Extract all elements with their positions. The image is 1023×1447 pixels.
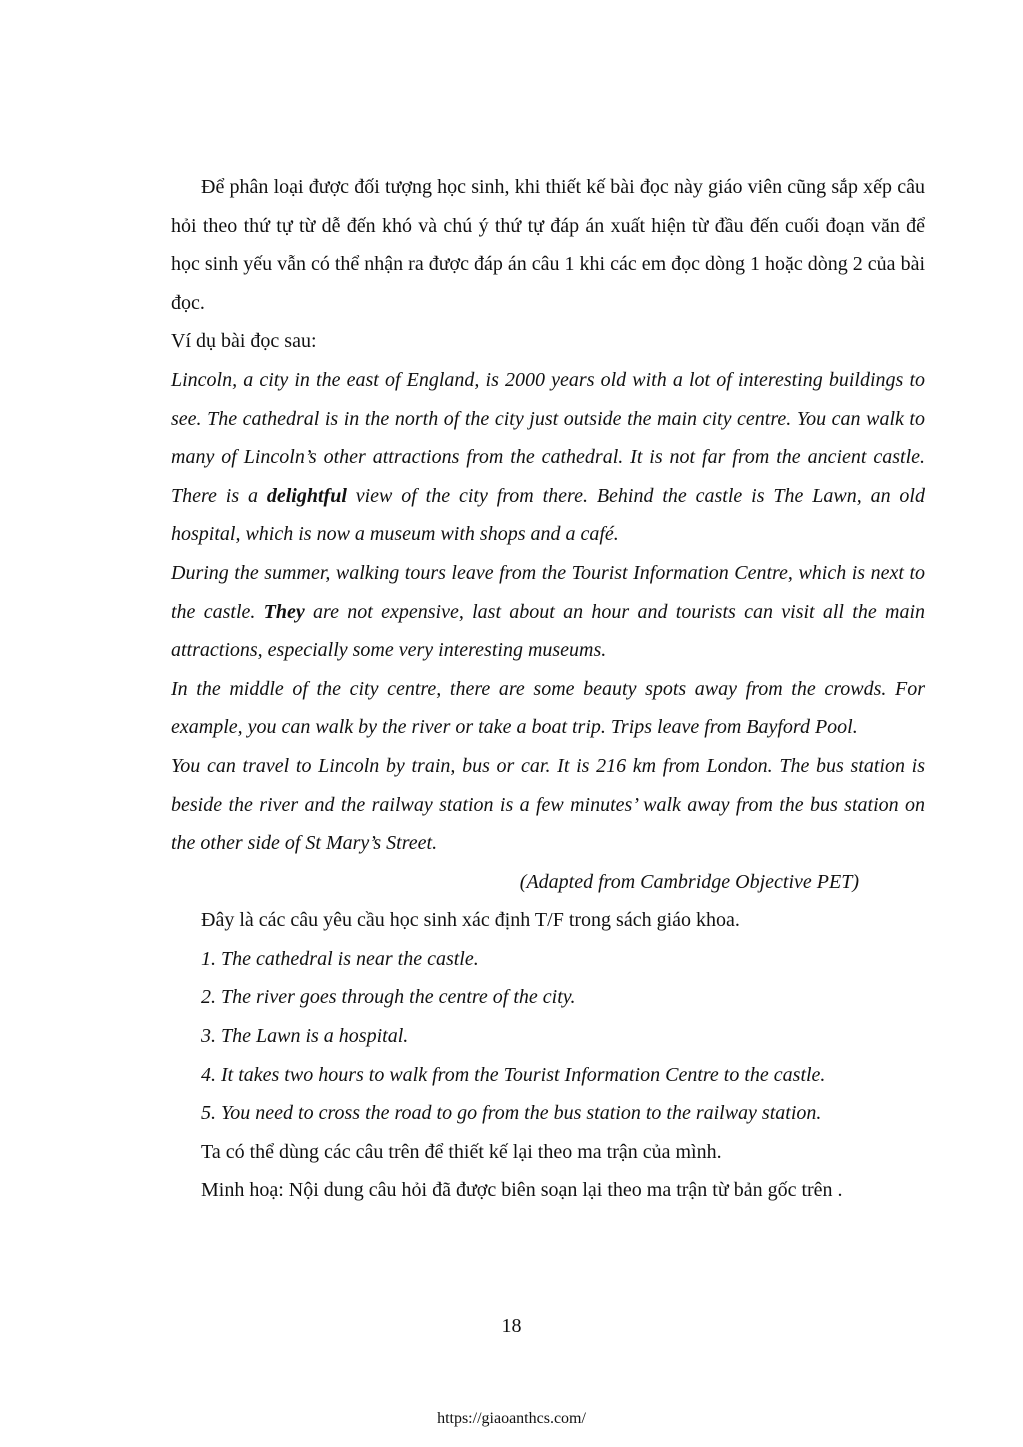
passage-source: (Adapted from Cambridge Objective PET) <box>519 870 859 893</box>
question-item: 5. You need to cross the road to go from the bus station to the railway station. <box>201 1102 822 1125</box>
example-label: Ví dụ bài đọc sau: <box>171 330 317 353</box>
passage-text: During the summer, walking tours leave from the Tourist Information Centre, which is next to the castle. <box>171 561 925 623</box>
page-body <box>171 168 925 1210</box>
question-item: 1. The cathedral is near the castle. <box>201 947 479 970</box>
intro-paragraph: Để phân loại được đối tượng học sinh, khi thiết kế bài đọc này giáo viên cũng sắp xếp câu hỏi theo thứ tự từ dễ đến khó và chú ý thứ tự đáp án xuất hiện từ đầu đến cuối đoạn văn để học sinh yếu vẫn có thể nhận ra được đáp án câu 1 khi các em đọc dòng 1 hoặc dòng 2 của bài đọc. <box>171 176 925 314</box>
highlighted-word: They <box>263 600 305 623</box>
footer-url: https://giaoanthcs.com/ <box>437 1410 586 1427</box>
note-paragraph: Minh hoạ: Nội dung câu hỏi đã được biên soạn lại theo ma trận từ bản gốc trên . <box>201 1179 843 1202</box>
questions-intro: Đây là các câu yêu cầu học sinh xác định T/F trong sách giáo khoa. <box>201 909 740 932</box>
passage-text: Lincoln, a city in the east of England, is 2000 years old with a lot of interesting buildings to see. The cathedral is in the north of the city just outside the main city centre. You can walk to many of Lincoln’s other attractions from the cathedral. It is not far from the ancient castle. There is a <box>171 368 925 507</box>
question-item: 3. The Lawn is a hospital. <box>201 1025 409 1048</box>
question-item: 4. It takes two hours to walk from the Tourist Information Centre to the castle. <box>201 1063 826 1086</box>
page-number: 18 <box>501 1315 522 1337</box>
passage-paragraph-2 <box>171 554 925 670</box>
passage-paragraph-1 <box>171 361 925 554</box>
passage-paragraph-3: In the middle of the city centre, there are some beauty spots away from the crowds. For example, you can walk by the river or take a boat trip. Trips leave from Bayford Pool. <box>171 677 925 739</box>
passage-text: are not expensive, last about an hour and tourists can visit all the main attractions, especially some very interesting museums. <box>171 600 925 662</box>
note-paragraph: Ta có thể dùng các câu trên để thiết kế lại theo ma trận của mình. <box>201 1140 722 1163</box>
highlighted-word: delightful <box>266 484 347 507</box>
question-item: 2. The river goes through the centre of the city. <box>201 986 576 1009</box>
passage-paragraph-4: You can travel to Lincoln by train, bus or car. It is 216 km from London. The bus station is beside the river and the railway station is a few minutes’ walk away from the bus station on the other side of St Mary’s Street. <box>171 754 925 855</box>
passage-text: view of the city from there. Behind the castle is The Lawn, an old hospital, which is now a museum with shops and a café. <box>171 484 925 546</box>
